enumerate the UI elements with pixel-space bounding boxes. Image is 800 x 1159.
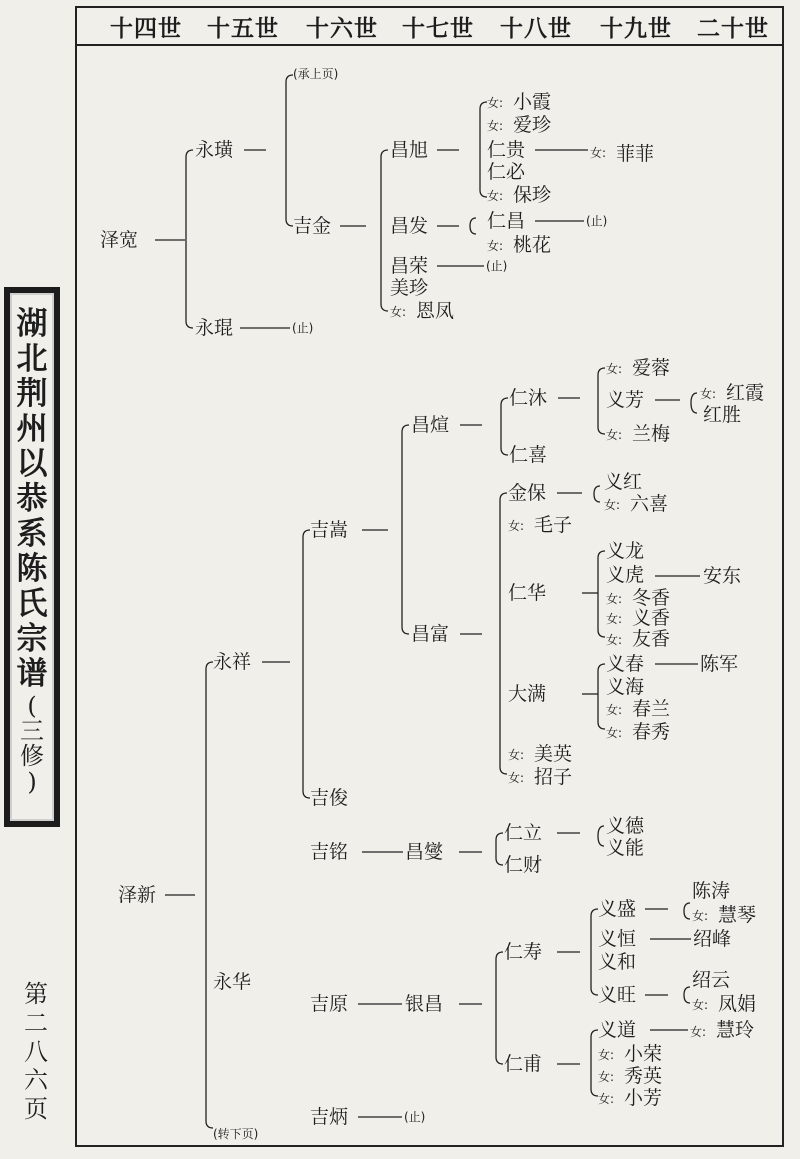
gen-20: 二十世 <box>697 16 769 42</box>
person-jisong: 吉嵩 <box>310 519 349 541</box>
title-char: 恭 <box>16 481 48 517</box>
female-mark: 女: <box>690 1025 707 1039</box>
person-yixiang: 义香 <box>632 607 671 629</box>
person-zexin: 泽新 <box>118 884 157 906</box>
edition-char: ) <box>27 767 37 796</box>
person-changxuan: 昌煊 <box>411 414 450 436</box>
person-yiwang: 义旺 <box>598 984 637 1006</box>
person-shaoyun: 绍云 <box>692 969 731 991</box>
person-jijun: 吉俊 <box>310 787 349 809</box>
person-renli: 仁立 <box>504 822 543 844</box>
female-mark: 女: <box>692 909 709 923</box>
person-chentao: 陈涛 <box>692 880 731 902</box>
title-char: 北 <box>16 341 48 377</box>
person-changfu: 昌富 <box>411 623 450 645</box>
person-jiyuan: 吉原 <box>310 993 349 1015</box>
gen-16: 十六世 <box>306 16 378 42</box>
person-renchang: 仁昌 <box>487 210 526 232</box>
female-mark: 女: <box>606 592 623 606</box>
person-renbi: 仁必 <box>487 161 526 183</box>
gen-18: 十八世 <box>500 16 572 42</box>
female-mark: 女: <box>487 119 504 133</box>
title-char: 氏 <box>16 586 48 622</box>
person-yilong: 义龙 <box>606 540 645 562</box>
person-jijin: 吉金 <box>293 215 332 237</box>
person-yihong: 义红 <box>604 471 643 493</box>
page-number-char: 第 <box>24 980 48 1008</box>
person-yihai: 义海 <box>606 676 645 698</box>
person-meizhen: 美珍 <box>390 277 429 299</box>
title-char: 以 <box>16 446 48 482</box>
female-mark: 女: <box>487 189 504 203</box>
female-mark: 女: <box>508 748 525 762</box>
person-shaofeng: 绍峰 <box>693 928 732 950</box>
person-aizhen: 爱珍 <box>513 114 552 136</box>
edition-char: ( <box>27 692 37 720</box>
person-yinchang: 银昌 <box>405 993 444 1015</box>
female-mark: 女: <box>590 146 607 160</box>
person-jinbao: 金保 <box>508 482 547 504</box>
female-mark: 女: <box>606 362 623 376</box>
gen-15: 十五世 <box>207 16 279 42</box>
person-xiaoxia: 小霞 <box>513 91 552 113</box>
person-liuxi: 六喜 <box>630 493 669 515</box>
page-number-char: 六 <box>24 1066 48 1095</box>
person-andong: 安东 <box>703 565 742 587</box>
female-mark: 女: <box>606 428 623 442</box>
female-mark: 女: <box>598 1048 615 1062</box>
person-fengjuan: 凤娟 <box>718 993 757 1015</box>
person-chunxiu: 春秀 <box>632 721 671 743</box>
person-rencai: 仁财 <box>504 854 543 876</box>
person-hongsheng: 红胜 <box>703 404 742 426</box>
person-yifang: 义芳 <box>606 389 645 411</box>
person-renmu: 仁沐 <box>509 387 548 409</box>
person-yonghua: 永华 <box>213 971 252 993</box>
person-yineng: 义能 <box>606 837 645 859</box>
title-char: 陈 <box>16 551 48 587</box>
female-mark: 女: <box>606 703 623 717</box>
female-mark: 女: <box>508 519 525 533</box>
person-changxu: 昌旭 <box>390 139 429 161</box>
title-char: 谱 <box>16 656 48 692</box>
person-yiheng: 义恒 <box>598 928 637 950</box>
stop-mark: (止) <box>404 1110 426 1124</box>
person-maozi: 毛子 <box>534 514 573 536</box>
person-youxiang: 友香 <box>632 628 671 650</box>
stop-mark: (止) <box>486 259 508 273</box>
person-zhaozi: 招子 <box>534 766 573 788</box>
person-meiying: 美英 <box>534 743 573 765</box>
person-renfu: 仁甫 <box>504 1053 543 1075</box>
person-dongxiang: 冬香 <box>632 587 671 609</box>
person-yihu: 义虎 <box>606 564 645 586</box>
female-mark: 女: <box>692 998 709 1012</box>
person-yongkun: 永琨 <box>195 317 234 339</box>
person-zekuan: 泽宽 <box>100 229 139 251</box>
person-chunlan: 春兰 <box>632 698 671 720</box>
female-mark: 女: <box>604 498 621 512</box>
female-mark: 女: <box>508 771 525 785</box>
person-renhua: 仁华 <box>508 582 547 604</box>
person-renxi: 仁喜 <box>509 444 548 466</box>
title-char: 宗 <box>16 621 48 657</box>
page-number-char: 八 <box>24 1037 48 1066</box>
person-rengui: 仁贵 <box>487 139 526 161</box>
female-mark: 女: <box>700 387 717 401</box>
continued-from-marker: (承上页) <box>293 67 339 81</box>
page-number-char: 二 <box>24 1008 48 1037</box>
title-char: 州 <box>16 411 48 447</box>
person-baozhen: 保珍 <box>513 184 552 206</box>
person-daman: 大满 <box>508 683 547 705</box>
gen-17: 十七世 <box>402 16 474 42</box>
person-jibing: 吉炳 <box>310 1106 349 1128</box>
person-renshou: 仁寿 <box>504 941 543 963</box>
female-mark: 女: <box>487 96 504 110</box>
gen-19: 十九世 <box>600 16 672 42</box>
person-chenjun: 陈军 <box>700 653 739 675</box>
edition-char: 三 <box>20 717 44 746</box>
person-huiling: 慧玲 <box>716 1019 755 1041</box>
person-yonghuang: 永璜 <box>195 139 234 161</box>
title-char: 湖 <box>16 306 48 342</box>
female-mark: 女: <box>598 1092 615 1106</box>
person-yongxiang: 永祥 <box>213 651 252 673</box>
person-changxie: 昌燮 <box>405 841 444 863</box>
female-mark: 女: <box>606 633 623 647</box>
stop-mark: (止) <box>292 321 314 335</box>
person-yidao: 义道 <box>598 1019 637 1041</box>
female-mark: 女: <box>487 239 504 253</box>
title-char: 系 <box>16 516 48 552</box>
person-yihe: 义和 <box>598 951 637 973</box>
female-mark: 女: <box>390 305 407 319</box>
female-mark: 女: <box>606 612 623 626</box>
edition-char: 修 <box>20 742 44 771</box>
female-mark: 女: <box>606 726 623 740</box>
person-xiuying: 秀英 <box>624 1065 663 1087</box>
person-changfa: 昌发 <box>390 215 429 237</box>
person-xiaorong: 小荣 <box>624 1043 663 1065</box>
person-huiqin: 慧琴 <box>718 904 757 926</box>
person-changrong: 昌荣 <box>390 255 429 277</box>
title-char: 荆 <box>16 376 48 412</box>
stop-mark: (止) <box>586 214 608 228</box>
gen-14: 十四世 <box>110 16 182 42</box>
person-yichun: 义春 <box>606 653 645 675</box>
person-taohua: 桃花 <box>513 234 552 256</box>
person-yisheng: 义盛 <box>598 898 637 920</box>
person-yide: 义德 <box>606 815 645 837</box>
person-hongxia: 红霞 <box>726 382 765 404</box>
person-feifei: 菲菲 <box>616 143 655 165</box>
female-mark: 女: <box>598 1070 615 1084</box>
person-enfeng: 恩凤 <box>416 300 455 322</box>
person-airong: 爱蓉 <box>632 357 671 379</box>
continued-to-marker: (转下页) <box>213 1127 259 1141</box>
person-lanmei: 兰梅 <box>632 423 671 445</box>
page-number-char: 页 <box>24 1095 48 1124</box>
person-xiaofang: 小芳 <box>624 1087 663 1109</box>
person-jiming: 吉铭 <box>310 841 349 863</box>
